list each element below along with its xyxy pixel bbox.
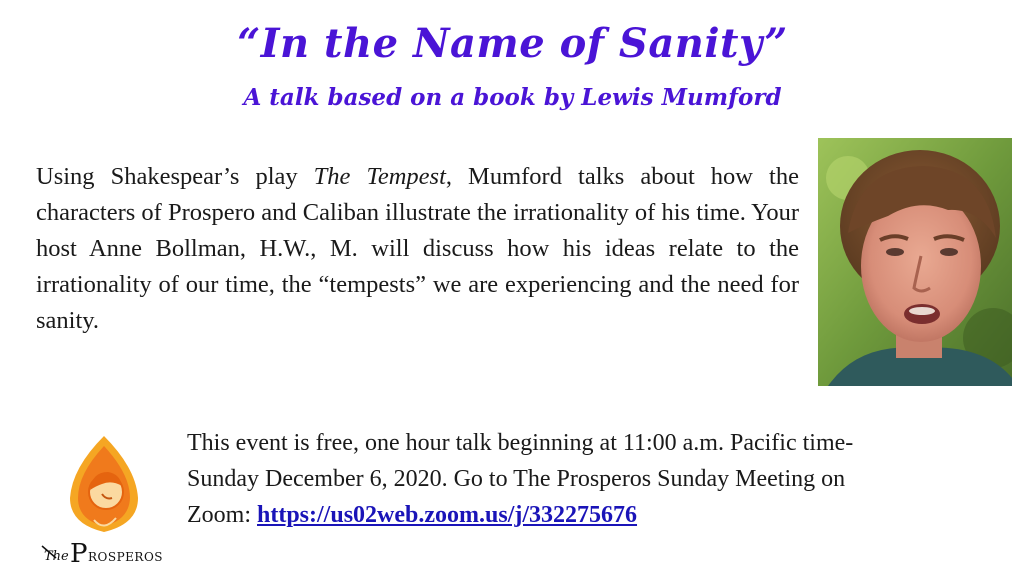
page-subtitle: A talk based on a book by Lewis Mumford — [243, 84, 782, 111]
event-paragraph — [187, 425, 947, 533]
host-portrait-image — [818, 138, 1012, 386]
event-line-3 — [187, 497, 947, 533]
host-photo — [818, 138, 1012, 386]
zoom-label: Zoom: — [187, 502, 257, 528]
intro-text-before: Using Shakespear’s play — [36, 163, 314, 190]
zoom-meeting-link[interactable]: https://us02web.zoom.us/j/332275676 — [257, 502, 638, 528]
prosperos-flame-emblem — [36, 428, 172, 568]
page-title: “In the Name of Sanity” — [237, 20, 788, 67]
play-title: The Tempest — [313, 163, 446, 190]
intro-text-after: , Mumford talks about how the characters of Prospero and Caliban illustrate the irrationality of his time. Your host Anne Bollman, H.W., M. will discuss how his ideas relate to the irrationality of our time, the “tempests” we are experiencing and the need for sanity. — [36, 163, 799, 334]
logo-text-the: The — [44, 549, 69, 564]
logo-text-p: P — [70, 539, 88, 568]
intro-paragraph — [36, 159, 799, 339]
logo-text-rest: ROSPEROS — [88, 550, 164, 564]
prosperos-logo — [36, 428, 172, 568]
event-line-1: This event is free, one hour talk beginning at 11:00 a.m. Pacific time- — [187, 430, 854, 456]
event-line-2: Sunday December 6, 2020. Go to The Prosperos Sunday Meeting on — [187, 466, 846, 492]
